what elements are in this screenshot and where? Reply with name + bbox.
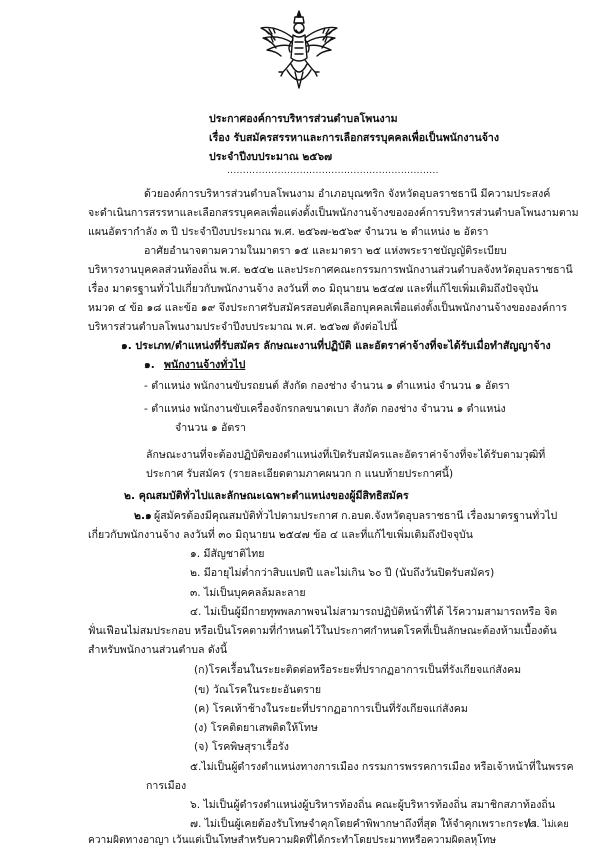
position-item-2-line-1: - ตำแหน่ง พนักงานขับเครื่องจักรกลขนาดเบา สังกัด กองช่าง จำนวน ๑ ตำแหน่ง [144, 403, 506, 415]
qualification-5-line-1: ๕.ไม่เป็นผู้ดำรงตำแหน่งทางการเมือง กรรมการพรรคการเมือง หรือเจ้าหน้าที่ในพรรค [190, 761, 574, 773]
intro-p1-line-3: แผนอัตรากำลัง ๓ ปี ประจำปีงบประมาณ พ.ศ. ๒๕๖๗-๒๕๖๙ จำนวน ๒ ตำแหน่ง ๒ อัตรา [88, 226, 489, 238]
section-2-1-line-2: เกี่ยวกับพนักงานจ้าง ลงวันที่ ๓๐ มิถุนายน ๒๕๔๗ ข้อ ๔ และที่แก้ไขเพิ่มเติมถึงปัจจุบัน [88, 529, 473, 541]
intro-p2-line-4: หมวด ๔ ข้อ ๑๘ และข้อ ๑๙ จึงประกาศรับสมัครสอบคัดเลือกบุคคลเพื่อแต่งตั้งเป็นพนักงานจ้างขององค์การ [88, 302, 567, 314]
disease-c: (ค) โรคเท้าช้างในระยะที่ปรากฏอาการเป็นที่รังเกียจแก่สังคม [194, 703, 468, 715]
qualification-2: ๒. มีอายุไม่ต่ำกว่าสิบแปดปี และไม่เกิน ๖๐ ปี (นับถึงวันปิดรับสมัคร) [190, 567, 495, 579]
job-note-line-2: ประกาศ รับสมัคร (รายละเอียดตามภาคผนวก ก แนบท้ายประกาศนี้) [146, 468, 454, 480]
intro-p1-line-2: จะดำเนินการสรรหาและเลือกสรรบุคคลเพื่อแต่งตั้งเป็นพนักงานจ้างขององค์การบริหารส่วนตำบลโพนงามตาม [88, 207, 579, 219]
qualification-7-line-1: ๗. ไม่เป็นผู้เคยต้องรับโทษจำคุกโดยคำพิพากษาถึงที่สุด ให้จำคุกเพราะกระทำ [190, 818, 537, 830]
section-2-heading: ๒. คุณสมบัติทั่วไปและลักษณะเฉพาะตำแหน่งของผู้มีสิทธิสมัคร [124, 490, 409, 502]
disease-e: (จ) โรคพิษสุราเรื้อรัง [194, 741, 289, 753]
intro-p1-line-1: ด้วยองค์การบริหารส่วนตำบลโพนงาม อำเภอบุณฑริก จังหวัดอุบลราชธานี มีความประสงค์ [144, 188, 551, 200]
qualification-4-line-3: สำหรับพนักงานส่วนตำบล ดังนี้ [88, 644, 228, 656]
position-item-2-line-2: จำนวน ๑ อัตรา [175, 422, 246, 434]
job-note-line-1: ลักษณะงานที่จะต้องปฏิบัติของตำแหน่งที่เปิดรับสมัครและอัตราค่าจ้างที่จะได้รับตามวุฒิที่ [146, 449, 546, 461]
section-2-1-number: ๒.๑ [134, 510, 152, 522]
intro-p2-line-5: บริหารส่วนตำบลโพนงามประจำปีงบประมาณ พ.ศ. ๒๕๖๗ ดังต่อไปนี้ [88, 321, 398, 333]
disease-a: (ก)โรคเรื้อนในระยะติดต่อหรือระยะที่ปรากฏอาการเป็นที่รังเกียจแก่สังคม [194, 664, 522, 676]
disease-d: (ง) โรคติดยาเสพติดให้โทษ [194, 722, 318, 734]
disease-b: (ข) วัณโรคในระยะอันตราย [194, 684, 322, 696]
qualification-3: ๓. ไม่เป็นบุคคลล้มละลาย [190, 587, 306, 599]
qualification-6: ๖. ไม่เป็นผู้ดำรงตำแหน่งผู้บริหารท้องถิ่น คณะผู้บริหารท้องถิ่น สมาชิกสภาท้องถิ่น [190, 799, 556, 811]
page-continuation: /๘. ไม่เคย [526, 819, 569, 830]
qualification-5-line-2: การเมือง [146, 780, 187, 792]
qualification-7-line-2: ความผิดทางอาญา เว้นแต่เป็นโทษสำหรับความผิดที่ได้กระทำโดยประมาทหรือความผิดลหุโทษ [88, 835, 497, 846]
section-1-1-number: ๑. [144, 359, 155, 371]
qualification-4-line-1: ๔. ไม่เป็นผู้มีกายทุพพลภาพจนไม่สามารถปฏิบัติหน้าที่ได้ ไร้ความสามารถหรือ จิต [190, 606, 558, 618]
title-line-1: ประกาศองค์การบริหารส่วนตำบลโพนงาม [209, 113, 398, 125]
intro-p2-line-1: อาศัยอำนาจตามความในมาตรา ๑๕ และมาตรา ๒๕ แห่งพระราชบัญญัติระเบียบ [144, 245, 507, 257]
qualification-1: ๑. มีสัญชาติไทย [190, 548, 265, 560]
qualification-4-line-2: ฟั่นเฟือนไม่สมประกอบ หรือเป็นโรคตามที่กำหนดไว้ในประกาศกำหนดโรคที่เป็นลักษณะต้องห้ามเบื้องต้น [88, 625, 557, 637]
section-1-heading: ๑. ประเภท/ตำแหน่งที่รับสมัคร ลักษณะงานที่ปฏิบัติ และอัตราค่าจ้างที่จะได้รับเมื่อทำสัญญาจ้าง [121, 340, 551, 352]
section-2-1-line-1: ผู้สมัครต้องมีคุณสมบัติทั่วไปตามประกาศ ก.อบต.จังหวัดอุบลราชธานี เรื่องมาตรฐานทั่วไป [154, 510, 558, 522]
title-line-3: ประจำปีงบประมาณ ๒๕๖๗ [209, 151, 333, 163]
section-1-1-title: พนักงานจ้างทั่วไป [164, 359, 246, 371]
intro-p2-line-3: เรื่อง มาตรฐานทั่วไปเกี่ยวกับพนักงานจ้าง ลงวันที่ ๓๐ มิถุนายน ๒๕๔๗ และที่แก้ไขเพิ่มเติมถึงปัจจุบัน [88, 283, 539, 295]
position-item-1: - ตำแหน่ง พนักงานขับรถยนต์ สังกัด กองช่าง จำนวน ๑ ตำแหน่ง จำนวน ๑ อัตรา [144, 380, 510, 392]
title-line-2: เรื่อง รับสมัครสรรหาและการเลือกสรรบุคคลเพื่อเป็นพนักงานจ้าง [209, 132, 500, 144]
title-divider: ................................................................... [227, 166, 439, 176]
intro-p2-line-2: บริหารงานบุคคลส่วนท้องถิ่น พ.ศ. ๒๕๔๒ และประกาศคณะกรรมการพนักงานส่วนตำบลจังหวัดอุบลราชธานี [88, 264, 573, 276]
garuda-emblem [257, 8, 341, 94]
